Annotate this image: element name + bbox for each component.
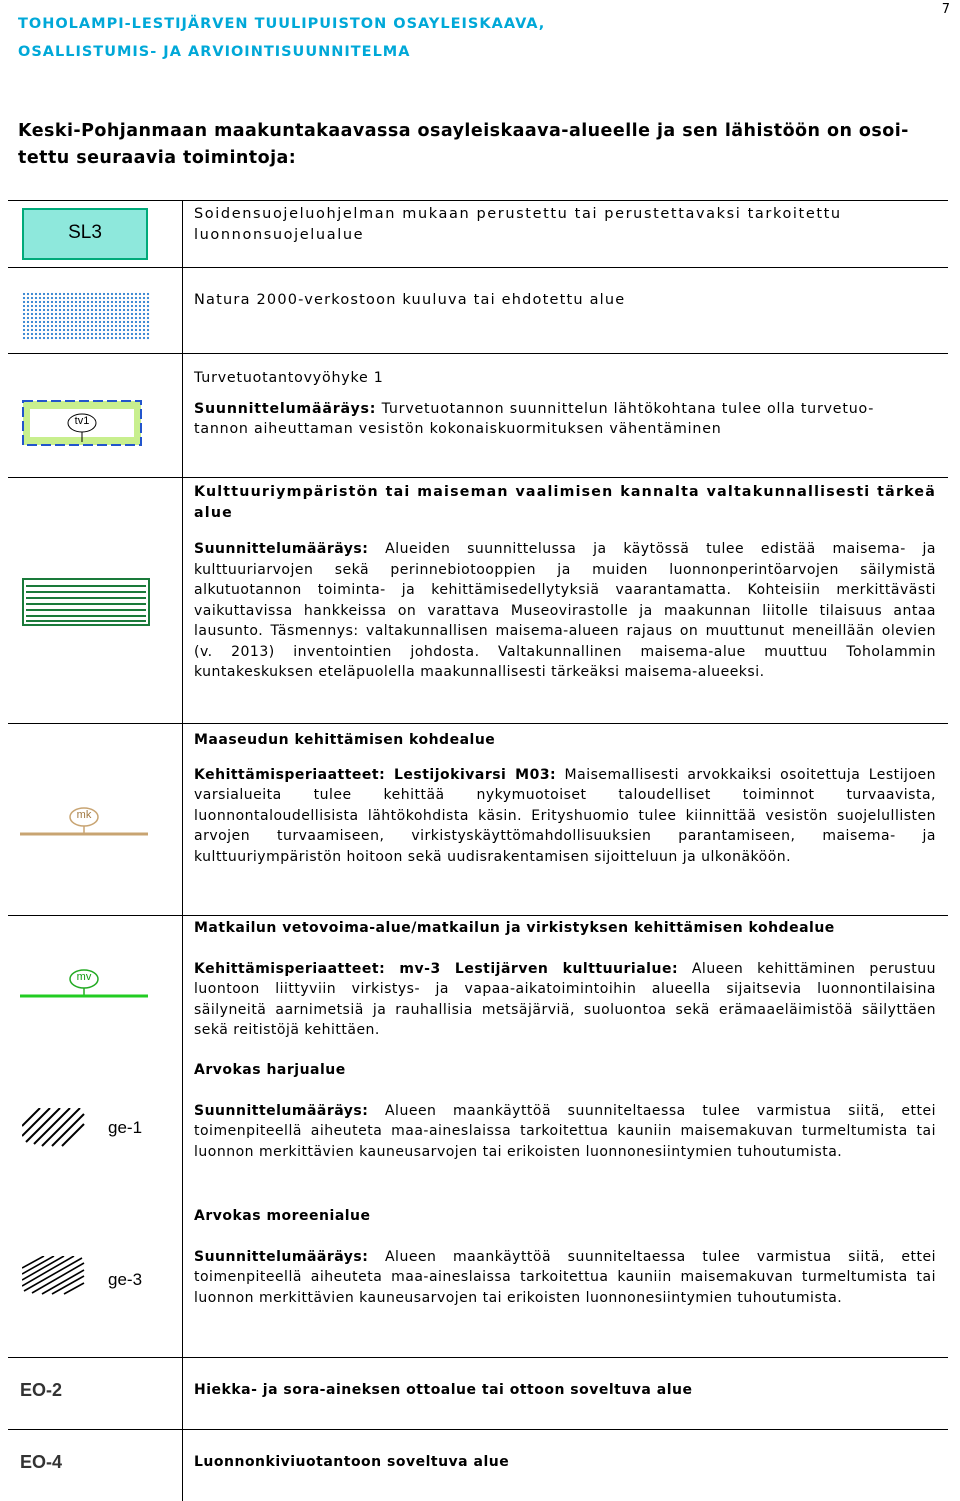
- tv1-symbol-label: tv1: [74, 415, 90, 427]
- eo4-symbol-label: EO-4: [20, 1452, 63, 1472]
- tv1-symbol: [22, 400, 142, 446]
- legend-row-natura: [8, 268, 948, 354]
- ge3-symbol: [22, 1256, 172, 1300]
- kulttuuri-label: Suunnittelumääräys:: [194, 541, 369, 557]
- header-title-line2: OSALLISTUMIS- JA ARVIOINTISUUNNITELMA: [18, 44, 411, 60]
- eo4-text: Luonnonkiviuotantoon soveltuva alue: [194, 1454, 510, 1470]
- ge3-text: Arvokas moreenialue Suunnittelumääräys: Alueen maankäyttöä suunniteltaessa tulee varmistua siitä, ettei toimenpiteellä aiheuteta maa-aineslaissa tarkoitettua kauniin maisemakuvan turmeltumista tai luonnon merkittävien kauneusarvojen tai erikoisten luonnonesiintymien tuhoutumista.: [194, 1208, 936, 1306]
- kulttuuri-text: Kulttuuriympäristön tai maiseman vaalimisen kannalta valtakunnallisesti tärkeä alue Suunnittelumääräys: Alueiden suunnittelussa ja käytössä tulee edistää maisema- ja kulttuuriarvojen sekä perinnebiotooppien ja muiden luonnonperintöarvojen säilymistä alkutuotannon toiminta- ja kehittämisedellytyksiä vaarantamatta. Kohteisiin merkittävästi vaikuttavissa hankkeissa on varattava Museovirastolle ja maakunnan liitolle tilaisuus antaa lausunto. Täsmennys: valtakunnallisen maisema-alueen rajaus on muuttunut meneillään olevien (v. 2013) inventointien johdosta. Valtakunnallinen maisema-alue muuttuu Toholammin kuntakeskuksen eteläpuolella maakunnallisesti tärkeäksi maisema-alueeksi.: [194, 484, 936, 680]
- mk-label: Kehittämisperiaatteet: Lestijokivarsi M03:: [194, 766, 557, 783]
- legend-row-mk: [8, 724, 948, 916]
- kulttuuri-symbol: [22, 578, 150, 626]
- sl3-text: Soidensuojeluohjelman mukaan perustettu tai perustettavaksi tarkoitettu luonnonsuojelualue: [194, 206, 842, 243]
- sl3-symbol: [22, 208, 148, 260]
- mk-title: Maaseudun kehittämisen kohdealue: [194, 732, 496, 748]
- ge3-symbol-label: ge-3: [108, 1270, 143, 1289]
- eo2-symbol-label: EO-2: [20, 1380, 63, 1400]
- ge1-symbol: [22, 1108, 172, 1152]
- mv-title: Matkailun vetovoima-alue/matkailun ja virkistyksen kehittämisen kohdealue: [194, 920, 835, 936]
- header-title-line1: TOHOLAMPI-LESTIJÄRVEN TUULIPUISTON OSAYLEISKAAVA,: [18, 16, 546, 32]
- mk-symbol-label: mk: [76, 809, 92, 821]
- ge3-hatch-icon: [22, 1256, 86, 1300]
- kulttuuri-stripes-icon: [22, 578, 150, 626]
- tv1-title: Turvetuotantovyöhyke 1: [194, 370, 384, 386]
- mv-label: Kehittämisperiaatteet: mv-3 Lestijärven kulttuurialue:: [194, 960, 679, 977]
- legend-row-mv: [8, 916, 948, 1056]
- ge1-symbol-label: ge-1: [108, 1118, 143, 1137]
- legend-row-sl3: [8, 200, 948, 268]
- ge1-label: Suunnittelumääräys:: [194, 1102, 369, 1119]
- mv-symbol: [20, 968, 148, 1002]
- mv-symbol-label: mv: [76, 971, 92, 983]
- tv1-label: Suunnittelumääräys:: [194, 400, 377, 417]
- tv1-text: Turvetuotantovyöhyke 1 Suunnittelumääräys: Turvetuotannon suunnittelun lähtökohtana tulee olla turvetuo- tannon aiheuttaman vesistön kokonaiskuormituksen vähentäminen: [194, 368, 936, 440]
- mk-symbol: [20, 806, 148, 840]
- legend-row-ge1: [8, 1056, 948, 1202]
- document-header: [18, 10, 545, 66]
- eo4-symbol: [20, 1452, 90, 1478]
- sl3-symbol-label: SL3: [68, 222, 102, 243]
- legend-row-kulttuuri: [8, 478, 948, 724]
- legend-row-eo4: [8, 1430, 948, 1501]
- mk-text: Maaseudun kehittämisen kohdealue Kehittämisperiaatteet: Lestijokivarsi M03: Maisemallisesti arvokkaiksi osoitettuja Lestijoen varsialueita tulee kehittää nykymuotoiset taloudelliset toiminnot turvaavista, luonnontaloudellisista lähtökohdista käsin. Erityshuomio tulee kiinnittää vesistön suojelullisten arvojen turvaamiseen, virkistyskäyttömahdollisuuksien parantamiseen, maisema- ja kulttuuriympäristön hoitoon sekä uudisrakentamisen sijoitteluun ja ulkonäköön.: [194, 732, 936, 865]
- ge1-text: Arvokas harjualue Suunnittelumääräys: Alueen maankäyttöä suunniteltaessa tulee varmistua siitä, ettei toimenpiteellä aiheuteta maa-aineslaissa tarkoitettua kauniin maisemakuvan turmeltumista tai luonnon merkittävien kauneusarvojen tai erikoisten luonnonesiintymien tuhoutumista.: [194, 1062, 936, 1160]
- intro-heading: Keski-Pohjanmaan maakuntakaavassa osayleiskaava-alueelle ja sen lähistöön on osoi- tettu seuraavia toimintoja:: [18, 121, 909, 168]
- eo2-text: Hiekka- ja sora-aineksen ottoalue tai ottoon soveltuva alue: [194, 1382, 693, 1398]
- legend-row-eo2: [8, 1358, 948, 1430]
- ge3-label: Suunnittelumääräys:: [194, 1248, 369, 1265]
- ge1-title: Arvokas harjualue: [194, 1062, 346, 1078]
- eo2-symbol: [20, 1380, 90, 1406]
- natura-text: Natura 2000-verkostoon kuuluva tai ehdotettu alue: [194, 292, 626, 308]
- kulttuuri-title: Kulttuuriympäristön tai maiseman vaalimisen kannalta valtakunnallisesti tärkeä alue: [194, 484, 936, 521]
- mv-text: Matkailun vetovoima-alue/matkailun ja virkistyksen kehittämisen kohdealue Kehittämisperiaatteet: mv-3 Lestijärven kulttuurialue: Alueen kehittäminen perustuu luontoon liittyviin virkistys- ja vapaa-aikatoimintoihin alueella sijaitsevia luonnontilaisina säilyneitä aarnimetsiä ja rauhallisia metsäjärviä, suoluontoa sekä erämaaeläimistöä säilyttäen sekä reitistöjä kehittäen.: [194, 920, 936, 1038]
- natura-symbol: [22, 292, 150, 340]
- legend-row-ge3: [8, 1202, 948, 1358]
- ge3-title: Arvokas moreenialue: [194, 1208, 371, 1224]
- legend-row-tv1: [8, 354, 948, 478]
- page-number: 7: [941, 2, 950, 17]
- natura-pattern-icon: [22, 292, 150, 340]
- ge1-hatch-icon: [22, 1108, 86, 1152]
